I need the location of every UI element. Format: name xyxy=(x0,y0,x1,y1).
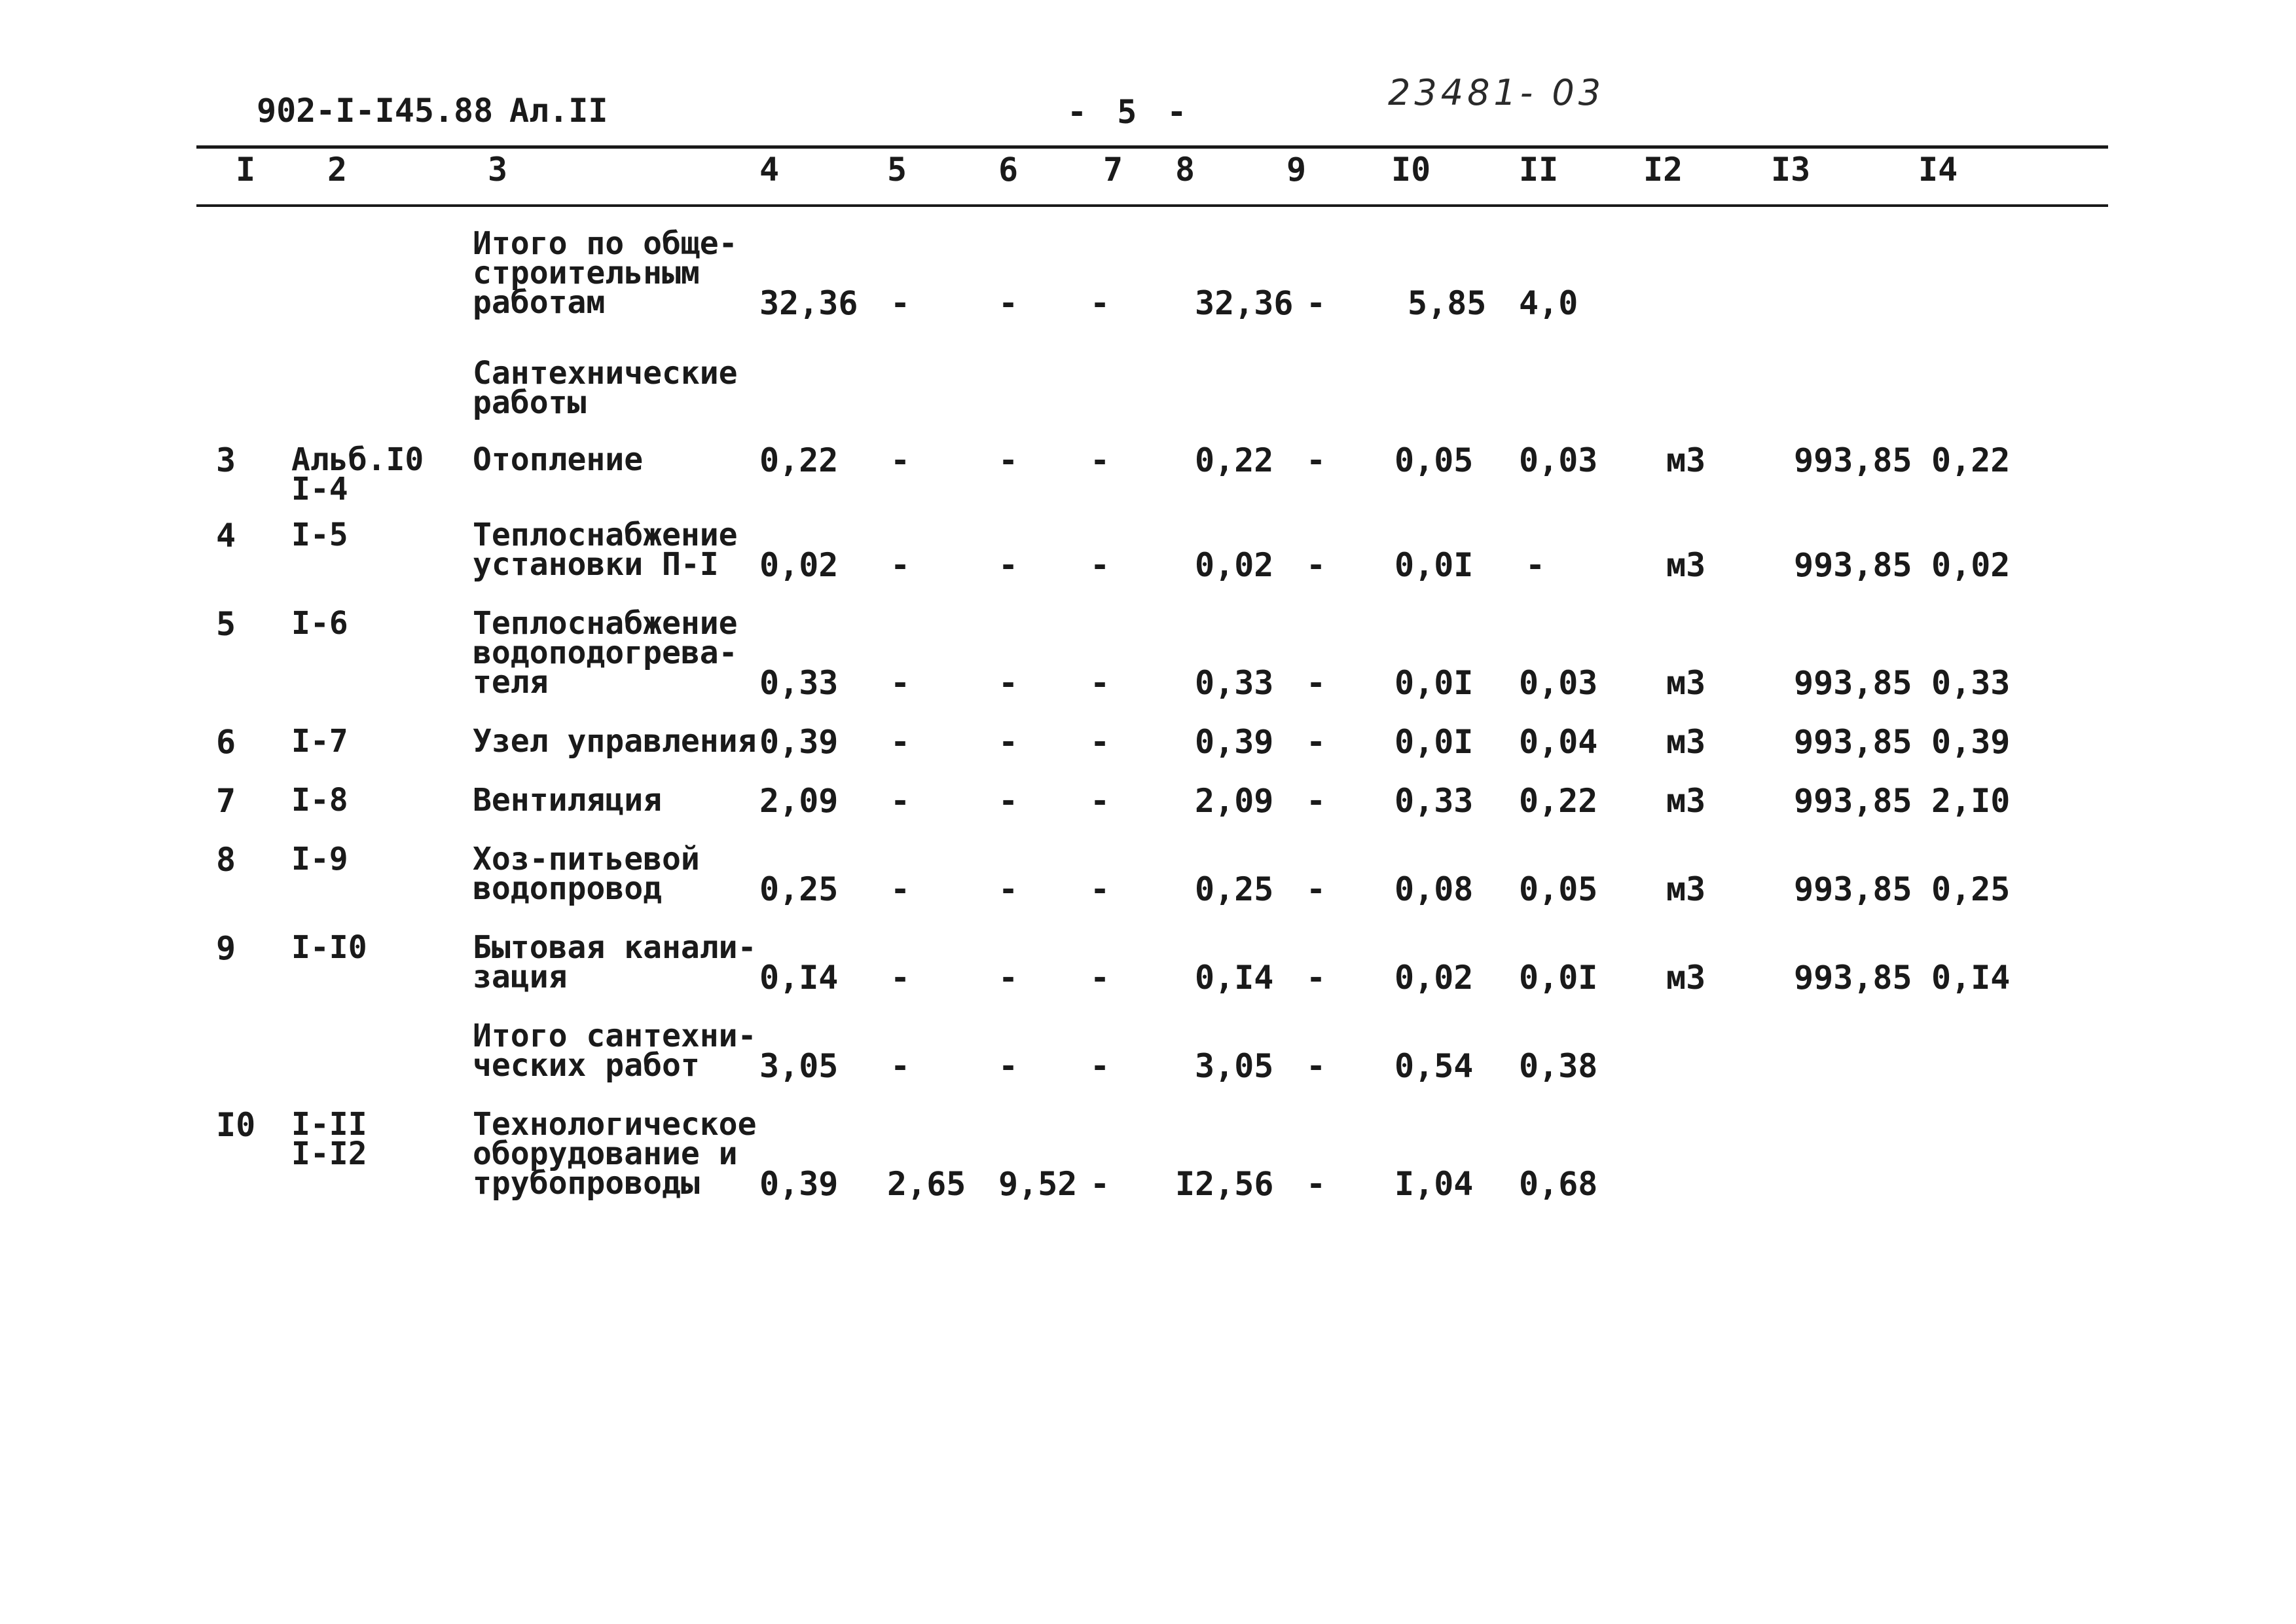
cell-c11: 0,03 xyxy=(1519,664,1598,702)
cell-c8: 3,05 xyxy=(1195,1047,1274,1085)
cell-c8: 0,22 xyxy=(1195,441,1274,479)
column-header: 2 xyxy=(327,151,348,189)
column-header: 7 xyxy=(1103,151,1123,189)
cell-c7: - xyxy=(1090,959,1110,997)
cell-c14: 0,22 xyxy=(1931,441,2011,479)
cell-c10: 0,33 xyxy=(1394,782,1474,820)
cell-c10: I,04 xyxy=(1394,1165,1474,1203)
cell-c5: - xyxy=(890,546,911,584)
column-header: I0 xyxy=(1391,151,1431,189)
cell-num: 6 xyxy=(216,723,236,761)
cell-c6: - xyxy=(998,959,1019,997)
cell-c13: 993,85 xyxy=(1794,723,1912,761)
row-description: Итого сантехни- ческих работ xyxy=(473,1018,757,1084)
cell-c4: 0,39 xyxy=(759,723,839,761)
cell-c9: - xyxy=(1306,284,1326,322)
cell-c7: - xyxy=(1090,1047,1110,1085)
cell-c9: - xyxy=(1306,959,1326,997)
cell-c4: 2,09 xyxy=(759,782,839,820)
row-description: Узел управления xyxy=(473,723,757,760)
cell-c5: - xyxy=(890,959,911,997)
row-description: Технологическое оборудование и трубопроводы xyxy=(473,1106,757,1202)
column-header: II xyxy=(1519,151,1559,189)
cell-c9: - xyxy=(1306,546,1326,584)
cell-c13: 993,85 xyxy=(1794,664,1912,702)
cell-num: 5 xyxy=(216,605,236,643)
cell-c6: - xyxy=(998,1047,1019,1085)
cell-c11: 4,0 xyxy=(1519,284,1578,322)
cell-c8: 0,I4 xyxy=(1195,959,1274,997)
cell-c9: - xyxy=(1306,1047,1326,1085)
cell-c12: м3 xyxy=(1666,723,1706,761)
cell-c8: 2,09 xyxy=(1195,782,1274,820)
cell-c4: 0,25 xyxy=(759,870,839,908)
cell-c4: 0,33 xyxy=(759,664,839,702)
cell-c9: - xyxy=(1306,782,1326,820)
table-top-rule xyxy=(196,145,2108,149)
column-header: 9 xyxy=(1286,151,1307,189)
cell-c10: 0,02 xyxy=(1394,959,1474,997)
cell-c7: - xyxy=(1090,723,1110,761)
cell-c10: 0,08 xyxy=(1394,870,1474,908)
cell-c9: - xyxy=(1306,870,1326,908)
cell-c4: 0,02 xyxy=(759,546,839,584)
row-description: Теплоснабжение установки П-I xyxy=(473,517,738,583)
cell-c8: 0,33 xyxy=(1195,664,1274,702)
cell-c7: - xyxy=(1090,782,1110,820)
row-reference: I-5 xyxy=(291,517,348,553)
cell-c6: 9,52 xyxy=(998,1165,1078,1203)
column-header: 3 xyxy=(488,151,508,189)
row-reference: I-8 xyxy=(291,782,348,819)
cell-c12: м3 xyxy=(1666,959,1706,997)
row-description: Теплоснабжение водоподогрева- теля xyxy=(473,605,738,701)
handwritten-reference: 23481- 03 xyxy=(1388,72,1605,113)
cell-c10: 0,0I xyxy=(1394,723,1474,761)
cell-c12: м3 xyxy=(1666,664,1706,702)
cell-c14: 0,33 xyxy=(1931,664,2011,702)
cell-c13: 993,85 xyxy=(1794,959,1912,997)
column-header: 8 xyxy=(1175,151,1195,189)
cell-c11: 0,0I xyxy=(1519,959,1598,997)
row-description: Хоз-питьевой водопровод xyxy=(473,841,700,907)
row-reference: I-6 xyxy=(291,605,348,642)
cell-c5: - xyxy=(890,870,911,908)
cell-c11: 0,04 xyxy=(1519,723,1598,761)
cell-c13: 993,85 xyxy=(1794,870,1912,908)
cell-c14: 0,39 xyxy=(1931,723,2011,761)
cell-c10: 5,85 xyxy=(1408,284,1487,322)
cell-c7: - xyxy=(1090,870,1110,908)
row-description: Вентиляция xyxy=(473,782,662,819)
cell-c14: 0,25 xyxy=(1931,870,2011,908)
cell-c4: 0,22 xyxy=(759,441,839,479)
cell-c6: - xyxy=(998,441,1019,479)
cell-c7: - xyxy=(1090,1165,1110,1203)
row-reference: I-9 xyxy=(291,841,348,877)
cell-c10: 0,54 xyxy=(1394,1047,1474,1085)
cell-c5: - xyxy=(890,664,911,702)
cell-c5: - xyxy=(890,284,911,322)
cell-c12: м3 xyxy=(1666,870,1706,908)
column-header: 6 xyxy=(998,151,1019,189)
row-description: Сантехнические работы xyxy=(473,355,738,421)
column-header: I4 xyxy=(1918,151,1958,189)
row-description: Отопление xyxy=(473,441,644,478)
cell-c8: 32,36 xyxy=(1195,284,1294,322)
cell-c8: 0,02 xyxy=(1195,546,1274,584)
cell-c8: 0,39 xyxy=(1195,723,1274,761)
cell-c4: 3,05 xyxy=(759,1047,839,1085)
column-header: 5 xyxy=(887,151,907,189)
cell-c6: - xyxy=(998,723,1019,761)
table-header-rule xyxy=(196,204,2108,207)
column-header: 4 xyxy=(759,151,780,189)
column-header: I xyxy=(236,151,256,189)
cell-c13: 993,85 xyxy=(1794,782,1912,820)
cell-c13: 993,85 xyxy=(1794,546,1912,584)
cell-c11: 0,22 xyxy=(1519,782,1598,820)
cell-c6: - xyxy=(998,284,1019,322)
cell-c10: 0,05 xyxy=(1394,441,1474,479)
cell-c4: 0,I4 xyxy=(759,959,839,997)
cell-c6: - xyxy=(998,664,1019,702)
cell-c5: - xyxy=(890,441,911,479)
row-reference: I-I0 xyxy=(291,929,367,966)
cell-c11: - xyxy=(1525,546,1546,584)
cell-c8: 0,25 xyxy=(1195,870,1274,908)
cell-c5: - xyxy=(890,782,911,820)
cell-c5: 2,65 xyxy=(887,1165,966,1203)
cell-c10: 0,0I xyxy=(1394,664,1474,702)
cell-c12: м3 xyxy=(1666,782,1706,820)
cell-c9: - xyxy=(1306,664,1326,702)
row-reference: I-II I-I2 xyxy=(291,1106,367,1172)
row-description: Итого по обще- строительным работам xyxy=(473,225,738,321)
row-reference: Альб.I0 I-4 xyxy=(291,441,424,507)
cell-num: I0 xyxy=(216,1106,256,1144)
cell-c7: - xyxy=(1090,284,1110,322)
cell-c5: - xyxy=(890,723,911,761)
cell-c9: - xyxy=(1306,441,1326,479)
cell-num: 7 xyxy=(216,782,236,820)
cell-c6: - xyxy=(998,546,1019,584)
row-reference: I-7 xyxy=(291,723,348,760)
cell-c10: 0,0I xyxy=(1394,546,1474,584)
page-number: - 5 - xyxy=(1067,93,1192,131)
sheet-label: Ал.II xyxy=(509,92,608,130)
cell-c11: 0,68 xyxy=(1519,1165,1598,1203)
cell-c6: - xyxy=(998,782,1019,820)
cell-c7: - xyxy=(1090,664,1110,702)
cell-num: 8 xyxy=(216,841,236,879)
cell-c11: 0,38 xyxy=(1519,1047,1598,1085)
column-header-row xyxy=(0,151,2296,196)
row-description: Бытовая канали- зация xyxy=(473,929,757,995)
cell-c9: - xyxy=(1306,723,1326,761)
cell-c14: 0,I4 xyxy=(1931,959,2011,997)
cell-num: 9 xyxy=(216,929,236,967)
cell-c6: - xyxy=(998,870,1019,908)
cell-c11: 0,05 xyxy=(1519,870,1598,908)
cell-c7: - xyxy=(1090,546,1110,584)
cell-c4: 0,39 xyxy=(759,1165,839,1203)
cell-num: 3 xyxy=(216,441,236,479)
cell-c13: 993,85 xyxy=(1794,441,1912,479)
cell-c9: - xyxy=(1306,1165,1326,1203)
cell-num: 4 xyxy=(216,517,236,555)
cell-c14: 0,02 xyxy=(1931,546,2011,584)
cell-c11: 0,03 xyxy=(1519,441,1598,479)
document-code: 902-I-I45.88 xyxy=(257,92,494,130)
cell-c8: I2,56 xyxy=(1175,1165,1274,1203)
cell-c12: м3 xyxy=(1666,441,1706,479)
cell-c4: 32,36 xyxy=(759,284,858,322)
column-header: I3 xyxy=(1771,151,1811,189)
cell-c12: м3 xyxy=(1666,546,1706,584)
cell-c5: - xyxy=(890,1047,911,1085)
cell-c7: - xyxy=(1090,441,1110,479)
column-header: I2 xyxy=(1643,151,1683,189)
cell-c14: 2,I0 xyxy=(1931,782,2011,820)
